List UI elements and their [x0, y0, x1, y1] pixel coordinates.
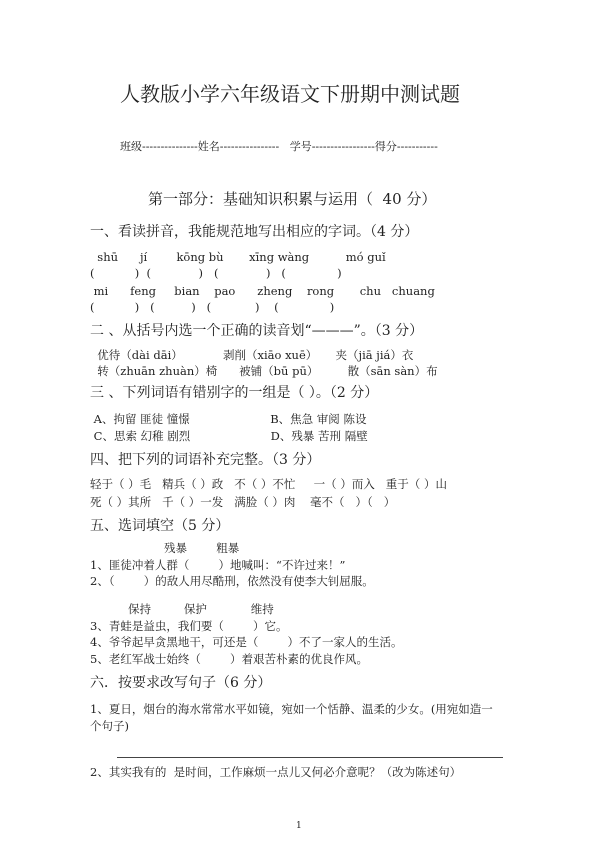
- student-info-line: 班级---------------姓名---------------- 学号-----------------得分-----------: [120, 140, 438, 153]
- q1-heading: 一、看读拼音，我能规范地写出相应的字词。（4 分）: [90, 224, 419, 240]
- q6-sentence: 2、其实我有的 是时间，工作麻烦一点儿又何必介意呢？（改为陈述句）: [90, 765, 462, 779]
- q3-option-row: A、拘留 匪徒 憧憬 B、焦急 审阅 陈设: [90, 412, 367, 426]
- q1-pinyin-row: mi feng bian pao zheng rong chu chuang: [90, 284, 435, 298]
- q3-option-row: C、思索 幻稚 剧烈 D、残暴 苦刑 隔壁: [90, 429, 368, 443]
- q4-row: 死（ ）其所 千（ ）一发 满脸（ ）肉 毫不（ ）（ ）: [90, 495, 396, 509]
- document-title: 人教版小学六年级语文下册期中测试题: [120, 82, 460, 106]
- q6-sentence: 1、夏日，烟台的海水常常水平如镜，宛如一个恬静、温柔的少女。(用宛如造一: [90, 702, 493, 716]
- q1-blank-row[interactable]: ( ) ( ) ( ) ( ): [90, 266, 342, 280]
- q5-word-choices: 保持 保护 维持: [128, 602, 274, 616]
- q6-sentence-cont: 个句子): [90, 719, 129, 733]
- q2-heading: 二 、从括号内选一个正确的读音划“———”。（3 分）: [90, 323, 424, 339]
- q2-row: 转（zhuān zhuàn）椅 被铺（bū pū） 散（sān sàn）布: [90, 364, 438, 378]
- q5-sentence: 4、爷爷起早贪黑地干，可还是（ ）不了一家人的生活。: [90, 635, 403, 649]
- q4-row: 轻于（ ）毛 精兵（ ）政 不（ ）不忙 一（ ）而入 重于（ ）山: [90, 477, 447, 491]
- q6-heading: 六．按要求改写句子（6 分）: [90, 675, 272, 691]
- q5-sentence: 3、青蛙是益虫，我们要（ ）它。: [90, 619, 288, 633]
- part-heading: 第一部分：基础知识积累与运用（ 40 分）: [148, 190, 437, 208]
- q2-row: 优待（dài dāi） 剥削（xiāo xuē） 夹（jiā jiá）衣: [90, 348, 414, 362]
- q5-heading: 五、选词填空（5 分）: [90, 518, 230, 534]
- q5-sentence: 5、老红军战士始终（ ）着艰苦朴素的优良作风。: [90, 652, 369, 666]
- answer-line[interactable]: [117, 757, 503, 758]
- q5-word-choices: 残暴 粗暴: [164, 541, 240, 555]
- q5-sentence: 1、匪徒冲着人群（ ）地喊叫：“不许过来！”: [90, 558, 346, 572]
- page-number: 1: [296, 821, 302, 831]
- q1-blank-row[interactable]: ( ) ( ) ( ) ( ): [90, 300, 335, 314]
- q3-heading: 三 、下列词语有错别字的一组是（ ）。（2 分）: [90, 385, 379, 401]
- q4-heading: 四、把下列的词语补充完整。（3 分）: [90, 452, 321, 468]
- q5-sentence: 2、（ ）的敌人用尽酷刑，依然没有使李大钊屈服。: [90, 574, 374, 588]
- q1-pinyin-row: shū jí kōng bù xīng wàng mó guǐ: [90, 250, 386, 264]
